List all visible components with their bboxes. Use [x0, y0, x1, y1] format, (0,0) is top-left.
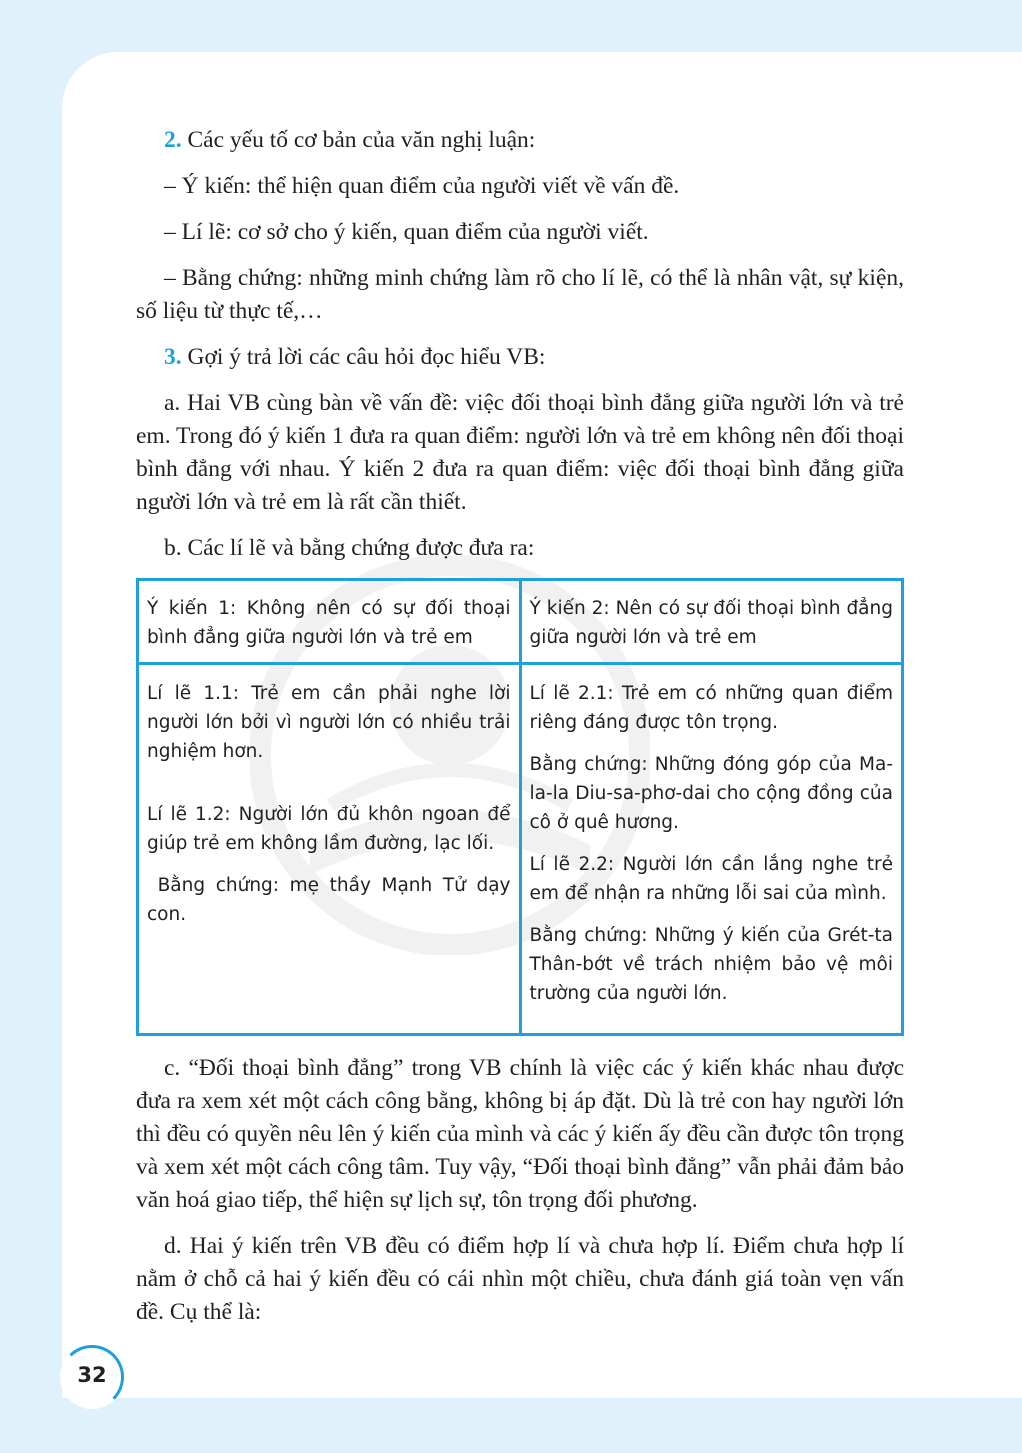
answer-c: c. “Đối thoại bình đẳng” trong VB chính là việc các ý kiến khác nhau được đưa ra xem xét một cách công bằng, không bị áp đặt. Dù là trẻ con hay người lớn thì đều có quyền nêu lên ý kiến của mình và các ý kiến ấy đều cần được tôn trọng và xem xét một cách công tâm. Tuy vậy, “Đối thoại bình đẳng” vẫn phải đảm bảo văn hoá giao tiếp, thể hiện sự lịch sự, tôn trọng đối phương.: [136, 1055, 904, 1213]
table-row: [138, 664, 903, 1035]
section-3-number: 3.: [164, 344, 182, 370]
evidence-1: Bằng chứng: mẹ thầy Mạnh Tử dạy con.: [147, 875, 517, 925]
page-number: 32: [77, 1363, 107, 1387]
evidence-2-2: Bằng chứng: Những ý kiến của Grét-ta Thân-bớt về trách nhiệm bảo vệ môi trường của người lớn.: [529, 925, 893, 1004]
answer-b: b. Các lí lẽ và bằng chứng được đưa ra:: [164, 535, 535, 561]
element-evidence: – Bằng chứng: những minh chứng làm rõ cho lí lẽ, có thể là nhân vật, sự kiện, số liệu từ thực tế,…: [136, 265, 904, 324]
main-content: [136, 124, 904, 1342]
reason-2-1: Lí lẽ 2.1: Trẻ em có những quan điểm riêng đáng được tôn trọng.: [529, 683, 893, 733]
reason-1-2: Lí lẽ 1.2: Người lớn đủ khôn ngoan để giúp trẻ em không lầm đường, lạc lối.: [147, 804, 511, 854]
evidence-2-1: Bằng chứng: Những đóng góp của Ma-la-la Diu-sa-phơ-dai cho cộng đồng của cô ở quê hương.: [529, 754, 893, 833]
section-2-heading: [136, 124, 904, 157]
section-2-number: 2.: [164, 127, 182, 153]
section-3-heading: [136, 341, 904, 374]
answer-d: d. Hai ý kiến trên VB đều có điểm hợp lí và chưa hợp lí. Điểm chưa hợp lí nằm ở chỗ cả hai ý kiến đều có cái nhìn một chiều, chưa đánh giá toàn vẹn vấn đề. Cụ thể là:: [136, 1233, 904, 1325]
opinion-1-cell: [138, 664, 521, 1035]
element-reasoning: – Lí lẽ: cơ sở cho ý kiến, quan điểm của người viết.: [164, 219, 649, 245]
table-header-row: [138, 580, 903, 664]
header-opinion-2: Ý kiến 2: Nên có sự đối thoại bình đẳng giữa người lớn và trẻ em: [520, 580, 903, 664]
arguments-table: [136, 578, 904, 1036]
header-opinion-1: Ý kiến 1: Không nên có sự đối thoại bình đẳng giữa người lớn và trẻ em: [138, 580, 521, 664]
answer-a: a. Hai VB cùng bàn về vấn đề: việc đối thoại bình đẳng giữa người lớn và trẻ em. Trong đó ý kiến 1 đưa ra quan điểm: người lớn và trẻ em không nên đối thoại bình đẳng với nhau. Ý kiến 2 đưa ra quan điểm: việc đối thoại bình đẳng giữa người lớn và trẻ em là rất cần thiết.: [136, 390, 904, 515]
section-3-title: Gợi ý trả lời các câu hỏi đọc hiểu VB:: [187, 344, 546, 370]
reason-1-1: Lí lẽ 1.1: Trẻ em cần phải nghe lời người lớn bởi vì người lớn có nhiều trải nghiệm hơn.: [147, 683, 511, 762]
element-opinion: – Ý kiến: thể hiện quan điểm của người viết về vấn đề.: [164, 173, 680, 199]
reason-2-2: Lí lẽ 2.2: Người lớn cần lắng nghe trẻ em để nhận ra những lỗi sai của mình.: [529, 854, 893, 904]
opinion-2-cell: [520, 664, 903, 1035]
section-2-title: Các yếu tố cơ bản của văn nghị luận:: [187, 127, 536, 153]
